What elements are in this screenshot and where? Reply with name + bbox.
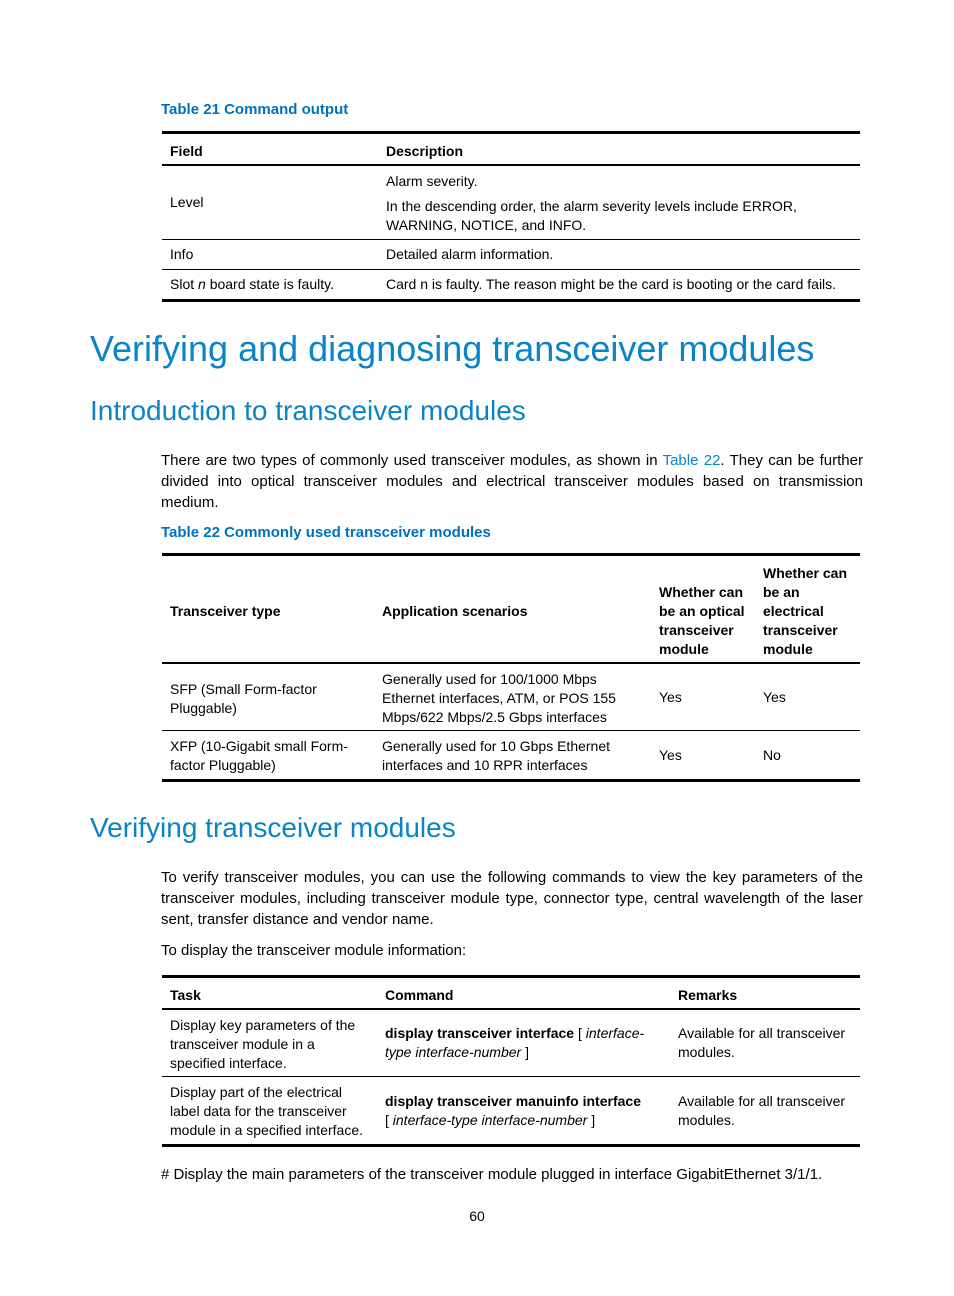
command-table [162,975,860,1147]
section-heading-introduction: Introduction to transceiver modules [90,395,526,426]
table-cell: No [763,746,781,763]
command-bracket: [ [574,1025,586,1041]
command-bracket: [ [385,1111,393,1128]
intro-text: There are two types of commonly used transceiver modules, as shown in [161,452,663,469]
cell-text: In the descending order, the alarm severity levels include ERROR, WARNING, NOTICE, and INFO. [386,198,797,233]
table-row [162,1009,860,1077]
table-cell [162,270,378,301]
table-22 [162,553,860,782]
table-cell: Generally used for 100/1000 Mbps Ethernet interfaces, ATM, or POS 155 Mbps/622 Mbps/2.5 Gbps interfaces [382,671,616,725]
command-argument: interface-type interface-number [385,1025,645,1060]
table-cell: XFP (10-Gigabit small Form-factor Pluggable) [170,738,348,773]
command-keyword: display transceiver interface [385,1025,575,1041]
intro-text: . They can be further divided into optical transceiver modules and electrical transceiver modules based on transmission medium. [161,452,863,511]
table-22-link[interactable]: Table 22 [662,452,721,469]
command-bracket: ] [521,1044,529,1060]
table-cell [377,1009,670,1077]
table-cell: Card n is faulty. The reason might be the card is booting or the card fails. [386,276,837,292]
command-table-header-command: Command [385,987,454,1003]
table-22-header-electrical: Whether can be an electrical transceiver module [763,565,848,657]
final-paragraph: # Display the main parameters of the transceiver module plugged in interface GigabitEthernet 3/1/1. [161,1166,823,1183]
table-21-header-field: Field [170,143,203,159]
table-row [162,1077,860,1146]
table-cell: Level [170,194,204,210]
table-cell: Detailed alarm information. [386,246,554,262]
table-row [162,240,860,270]
page-title: Verifying and diagnosing transceiver modules [90,328,815,369]
table-cell: SFP (Small Form-factor Pluggable) [170,680,317,716]
cell-text-italic: n [198,276,206,292]
page-number: 60 [469,1208,485,1224]
table-22-caption: Table 22 Commonly used transceiver modules [161,524,491,541]
table-22-header-type: Transceiver type [170,603,281,619]
command-bracket: ] [587,1111,596,1128]
table-row [162,663,860,731]
table-22-header-optical: Whether can be an optical transceiver module [659,584,745,657]
command-table-header-remarks: Remarks [678,987,738,1003]
verify-paragraph: To verify transceiver modules, you can use the following commands to view the key parameters of the transceiver modules, including transceiver module type, connector type, central wavelength of the laser sent, transfer distance and vendor name. [161,869,863,928]
display-paragraph: To display the transceiver module information: [161,942,467,959]
table-cell: Info [170,246,194,262]
table-cell: Display key parameters of the transceiver module in a specified interface. [170,1017,356,1071]
table-cell: Available for all transceiver modules. [678,1092,846,1128]
table-21-header-description: Description [386,143,464,159]
table-row [162,270,860,301]
table-cell: Yes [659,746,682,763]
table-cell: Display part of the electrical label data for the transceiver module in a specified interface. [170,1084,363,1138]
table-cell [377,1077,670,1146]
table-cell [378,165,860,240]
cell-text: Alarm severity. [386,173,478,189]
table-cell: Available for all transceiver modules. [678,1025,846,1060]
cell-text: board state is faulty. [205,276,334,292]
table-21-caption: Table 21 Command output [161,101,349,118]
command-argument: interface-type interface-number [392,1111,588,1128]
table-cell: Generally used for 10 Gbps Ethernet interfaces and 10 RPR interfaces [382,738,611,773]
table-row [162,165,860,240]
command-table-header-task: Task [170,987,201,1003]
table-22-header-scenarios: Application scenarios [382,603,528,619]
section-heading-verifying: Verifying transceiver modules [90,812,456,843]
table-cell: Yes [659,688,682,705]
table-21 [162,131,860,302]
cell-text: Slot [170,276,199,292]
table-cell: Yes [763,688,786,705]
command-keyword: display transceiver manuinfo interface [385,1092,641,1109]
intro-paragraph [161,450,863,513]
table-row [162,731,860,781]
